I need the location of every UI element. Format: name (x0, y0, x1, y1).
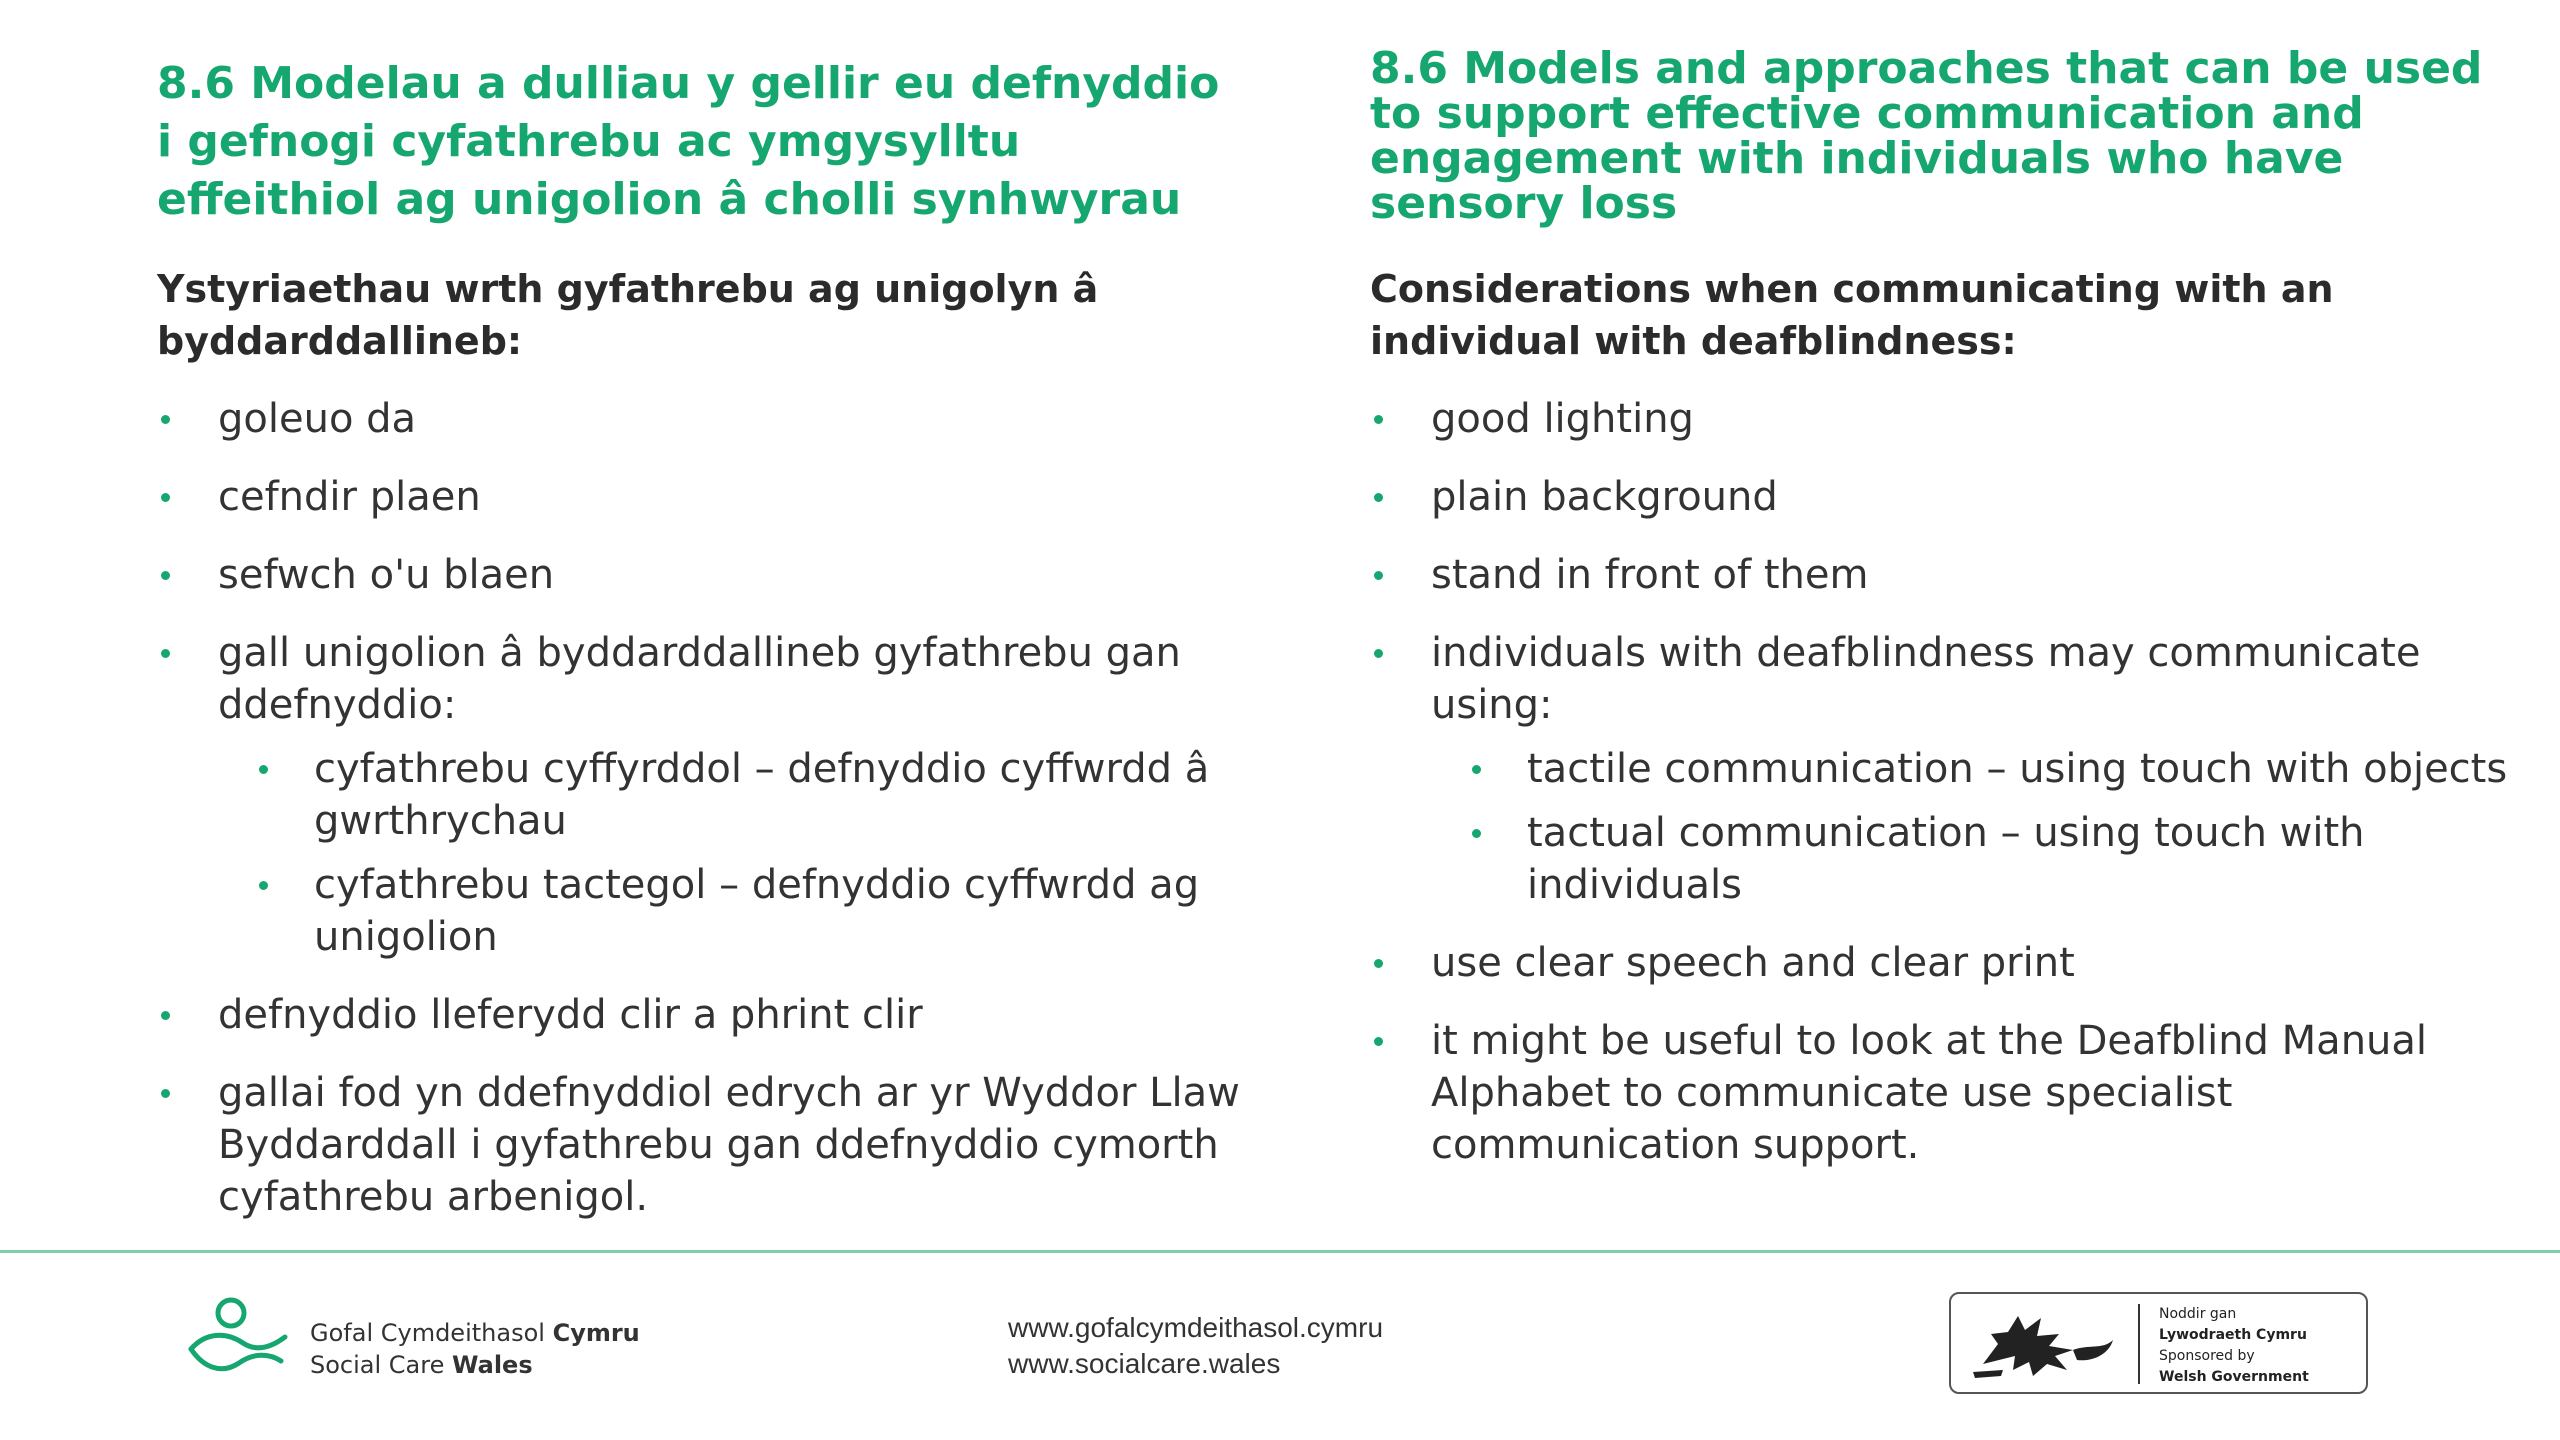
welsh-subtitle: Ystyriaethau wrth gyfathrebu ag unigolyn â byddarddallineb: (157, 267, 1099, 363)
list-item: goleuo da (157, 393, 1247, 445)
welsh-bullet-list (157, 393, 1247, 1249)
list-item: plain background (1370, 471, 2510, 523)
sub-list-item: cyfathrebu cyffyrddol – defnyddio cyffwrdd â gwrthrychau (218, 743, 1247, 847)
list-item: sefwch o'u blaen (157, 549, 1247, 601)
welsh-title: 8.6 Modelau a dulliau y gellir eu defnyddio i gefnogi cyfathrebu ac ymgysylltu effeithiol ag unigolion â cholli synhwyrau (157, 58, 1220, 225)
english-bullet-list (1370, 393, 2510, 1197)
list-item (1370, 627, 2510, 911)
list-item: good lighting (1370, 393, 2510, 445)
welsh-government-badge (1949, 1292, 2368, 1394)
sub-list-item: tactual communication – using touch with individuals (1431, 807, 2510, 911)
footer-urls (1008, 1310, 1383, 1382)
list-item: gallai fod yn ddefnyddiol edrych ar yr Wyddor Llaw Byddarddall i gyfathrebu gan ddefnyddio cymorth cyfathrebu arbenigol. (157, 1067, 1247, 1223)
gov-line-welsh-label: Noddir gan (2159, 1306, 2237, 1322)
list-item-text: gall unigolion â byddarddallineb gyfathrebu gan ddefnyddio: (218, 630, 1181, 728)
list-item: it might be useful to look at the Deafblind Manual Alphabet to communicate use specialist communication support. (1370, 1015, 2510, 1171)
list-item: cefndir plaen (157, 471, 1247, 523)
sub-list-item: tactile communication – using touch with objects (1431, 743, 2510, 795)
logo-line-english: Social Care Wales (310, 1351, 533, 1379)
logo-text (310, 1317, 640, 1381)
english-sub-bullet-list (1431, 743, 2510, 911)
welsh-sub-bullet-list (218, 743, 1247, 963)
logo-line-welsh: Gofal Cymdeithasol Cymru (310, 1319, 640, 1347)
url-welsh[interactable]: www.gofalcymdeithasol.cymru (1008, 1312, 1384, 1343)
gov-line-welsh-name: Lywodraeth Cymru (2159, 1327, 2307, 1343)
social-care-wales-logo (185, 1297, 705, 1387)
gov-text (2159, 1304, 2309, 1388)
url-english[interactable]: www.socialcare.wales (1008, 1348, 1281, 1379)
footer-divider (0, 1250, 2560, 1253)
english-title: 8.6 Models and approaches that can be used to support effective communication and engagement with individuals who have sensory loss (1370, 43, 2483, 229)
english-subtitle: Considerations when communicating with an individual with deafblindness: (1370, 267, 2334, 363)
gov-line-english-name: Welsh Government (2159, 1369, 2309, 1385)
welsh-dragon-icon (1963, 1304, 2133, 1384)
list-item: defnyddio lleferydd clir a phrint clir (157, 989, 1247, 1041)
social-care-wales-logo-icon (185, 1297, 295, 1387)
sub-list-item: cyfathrebu tactegol – defnyddio cyffwrdd ag unigolion (218, 859, 1247, 963)
list-item: stand in front of them (1370, 549, 2510, 601)
badge-divider (2138, 1304, 2140, 1384)
gov-line-english-label: Sponsored by (2159, 1348, 2255, 1364)
list-item: use clear speech and clear print (1370, 937, 2510, 989)
list-item-text: individuals with deafblindness may communicate using: (1431, 630, 2421, 728)
list-item (157, 627, 1247, 963)
